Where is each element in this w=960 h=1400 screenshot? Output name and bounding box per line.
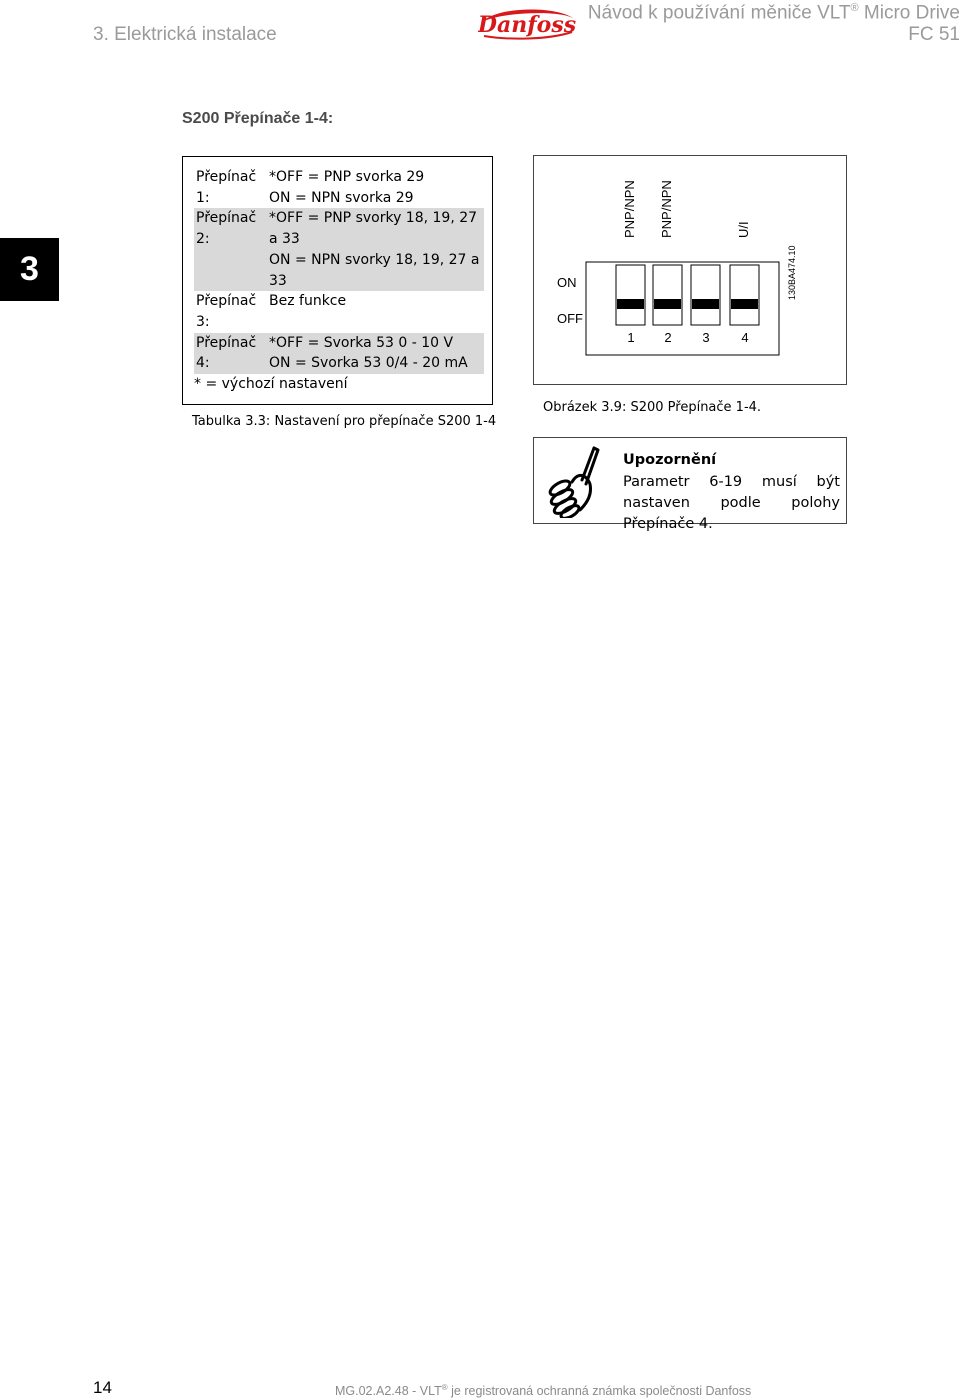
switch-number-4: 4: [741, 330, 749, 345]
note-body: Parametr 6-19 musí být nastaven podle polohy Přepínače 4.: [623, 474, 840, 532]
table-row: [194, 167, 484, 208]
model-name: FC 51: [908, 24, 960, 45]
hand-pointing-icon: [546, 444, 606, 518]
switch-label-2: PNP/NPN: [659, 180, 674, 238]
section-title: S200 Přepínače 1-4:: [182, 110, 334, 127]
table-cell-value: Bez funkce: [269, 293, 347, 310]
table-cell-value: *OFF = PNP svorka 29 ON = NPN svorka 29: [269, 169, 425, 206]
off-label: OFF: [557, 311, 583, 326]
danfoss-logo: [478, 2, 576, 42]
switch-number-3: 3: [702, 330, 710, 345]
on-label: ON: [557, 275, 577, 290]
switch-2: [653, 265, 682, 325]
switch-4: [730, 265, 759, 325]
table-cell-label: Přepínač 2:: [194, 208, 269, 291]
table-row: [194, 333, 484, 374]
switch-number-2: 2: [664, 330, 672, 345]
dip-switch-figure: [533, 155, 847, 385]
table-cell-label: Přepínač 3:: [196, 293, 257, 330]
figure-caption: Obrázek 3.9: S200 Přepínače 1-4.: [543, 400, 762, 415]
table-cell-value: *OFF = PNP svorky 18, 19, 27 a 33 ON = NPN svorky 18, 19, 27 a 33: [269, 208, 484, 291]
switch-settings-table: [194, 167, 484, 395]
dip-switch-diagram: [534, 156, 846, 384]
switch-number-1: 1: [627, 330, 635, 345]
switch-3: [691, 265, 720, 325]
table-row: [194, 374, 484, 395]
page-number: 14: [93, 1378, 112, 1397]
switch-label-4: U/I: [736, 221, 751, 238]
table-cell-value: *OFF = Svorka 53 0 - 10 V ON = Svorka 53 0/4 - 20 mA: [269, 333, 484, 374]
header-section: 3. Elektrická instalace: [93, 24, 277, 45]
figure-code: 130BA474.10: [787, 245, 797, 300]
table-footnote: * = výchozí nastavení: [194, 376, 348, 393]
table-cell-label: Přepínač 1:: [196, 169, 257, 206]
footer-text: MG.02.A2.48 - VLT® je registrovaná ochranná známka společnosti Danfoss: [335, 1383, 752, 1399]
switch-table-box: [182, 156, 493, 405]
logo-text: Danfoss: [478, 12, 576, 38]
switch-1: [616, 265, 645, 325]
chapter-tab: 3: [0, 238, 59, 301]
note-title: Upozornění: [623, 452, 717, 468]
document-title: Návod k používání měniče VLT® Micro Drive: [587, 2, 960, 24]
table-row: [194, 208, 484, 291]
table-row: [194, 291, 484, 332]
table-cell-label: Přepínač 4:: [194, 333, 269, 374]
switch-label-1: PNP/NPN: [622, 180, 637, 238]
table-caption: Tabulka 3.3: Nastavení pro přepínače S200 1-4: [192, 414, 497, 429]
